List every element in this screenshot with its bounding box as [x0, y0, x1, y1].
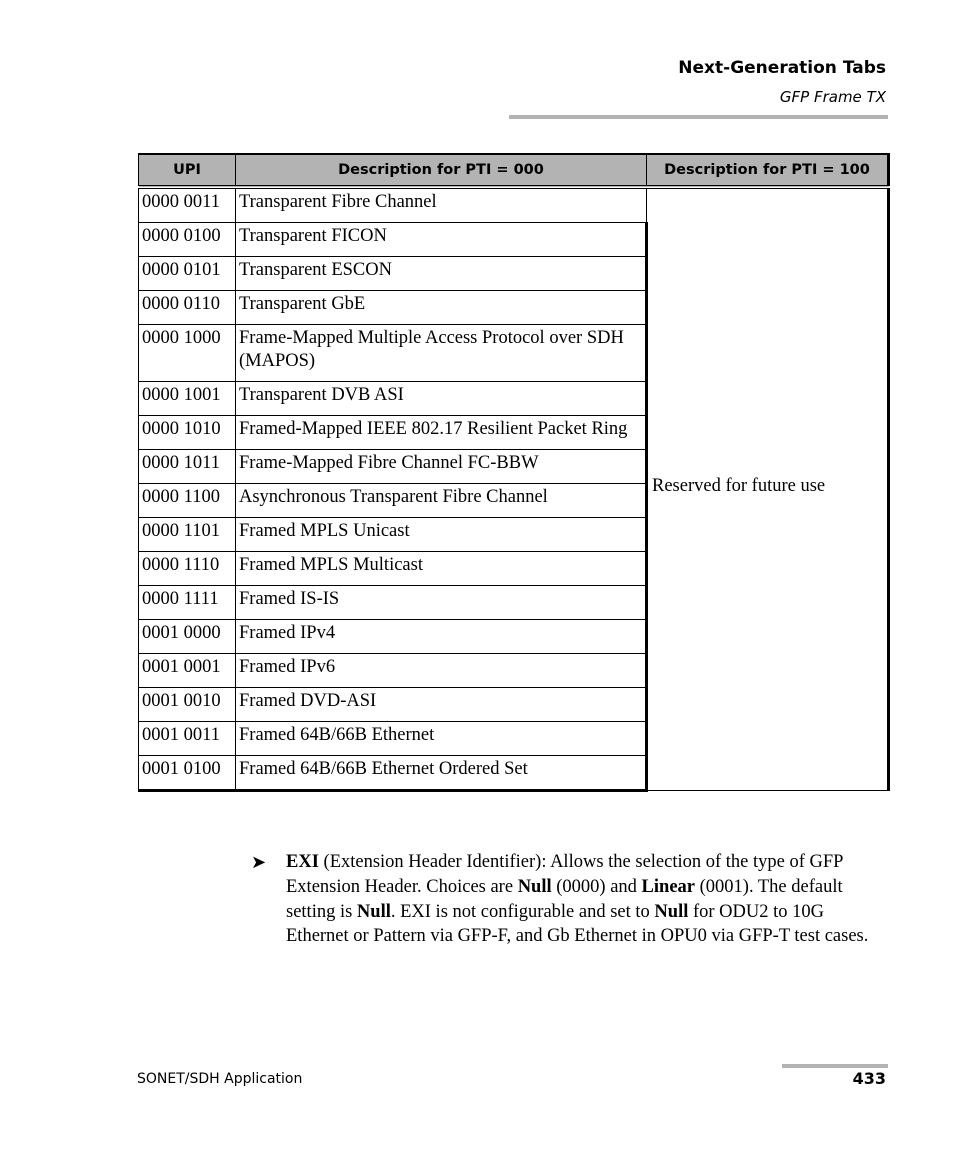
upi-cell: 0000 0011 — [139, 187, 236, 223]
upi-cell: 0000 1110 — [139, 552, 236, 586]
header-subtitle: GFP Frame TX — [779, 88, 886, 106]
description-cell: Transparent DVB ASI — [236, 382, 647, 416]
description-cell: Frame-Mapped Fibre Channel FC-BBW — [236, 450, 647, 484]
description-cell: Transparent FICON — [236, 223, 647, 257]
exi-paragraph — [286, 850, 890, 949]
description-cell: Transparent GbE — [236, 291, 647, 325]
upi-cell: 0000 0110 — [139, 291, 236, 325]
table-header-row — [139, 154, 889, 187]
header-title: Next-Generation Tabs — [678, 58, 886, 78]
upi-table — [138, 153, 890, 792]
paragraph-text: (0001). The default setting is — [286, 876, 843, 922]
upi-cell: 0001 0100 — [139, 756, 236, 791]
upi-cell: 0000 1001 — [139, 382, 236, 416]
upi-cell: 0001 0001 — [139, 654, 236, 688]
paragraph-text: . EXI is not configurable and set to — [390, 901, 655, 922]
description-cell: Framed IPv4 — [236, 620, 647, 654]
column-header-pti-000: Description for PTI = 000 — [236, 154, 647, 187]
upi-cell: 0000 1010 — [139, 416, 236, 450]
linear-term: Linear — [641, 876, 695, 897]
description-cell: Framed-Mapped IEEE 802.17 Resilient Packet Ring — [236, 416, 647, 450]
description-cell: Framed 64B/66B Ethernet Ordered Set — [236, 756, 647, 791]
table-row — [139, 187, 889, 223]
paragraph-text: (Extension Header Identifier): Allows the selection of the type of GFP Extension Header. Choices are — [286, 852, 843, 897]
exi-term: EXI — [286, 852, 319, 872]
footer-rule — [782, 1064, 888, 1068]
description-cell: Framed MPLS Multicast — [236, 552, 647, 586]
upi-cell: 0000 0101 — [139, 257, 236, 291]
description-cell: Transparent ESCON — [236, 257, 647, 291]
upi-cell: 0000 1101 — [139, 518, 236, 552]
paragraph-text: (0000) and — [551, 876, 642, 897]
description-cell: Framed MPLS Unicast — [236, 518, 647, 552]
page-number: 433 — [852, 1069, 886, 1088]
upi-cell: 0001 0010 — [139, 688, 236, 722]
upi-cell: 0000 1111 — [139, 586, 236, 620]
null-term: Null — [517, 876, 552, 897]
description-cell: Framed IPv6 — [236, 654, 647, 688]
description-cell: Frame-Mapped Multiple Access Protocol over SDH (MAPOS) — [236, 325, 647, 382]
upi-cell: 0001 0011 — [139, 722, 236, 756]
description-cell: Framed IS-IS — [236, 586, 647, 620]
description-cell: Framed DVD-ASI — [236, 688, 647, 722]
upi-cell: 0000 1011 — [139, 450, 236, 484]
paragraph-text: for ODU2 to 10G Ethernet or Pattern via GFP-F, and Gb Ethernet in OPU0 via GFP-T test cases. — [286, 901, 869, 947]
description-cell: Asynchronous Transparent Fibre Channel — [236, 484, 647, 518]
upi-cell: 0000 0100 — [139, 223, 236, 257]
arrow-bullet-icon: ➤ — [251, 852, 267, 873]
upi-cell: 0001 0000 — [139, 620, 236, 654]
description-cell: Transparent Fibre Channel — [236, 187, 647, 223]
column-header-pti-100: Description for PTI = 100 — [647, 154, 889, 187]
null-term: Null — [654, 901, 689, 922]
description-cell: Framed 64B/66B Ethernet — [236, 722, 647, 756]
upi-cell: 0000 1100 — [139, 484, 236, 518]
null-term: Null — [356, 901, 391, 922]
reserved-cell: Reserved for future use — [647, 187, 889, 791]
footer-section-title: SONET/SDH Application — [137, 1071, 303, 1087]
upi-cell: 0000 1000 — [139, 325, 236, 382]
header-rule — [509, 115, 888, 119]
column-header-upi: UPI — [139, 154, 236, 187]
